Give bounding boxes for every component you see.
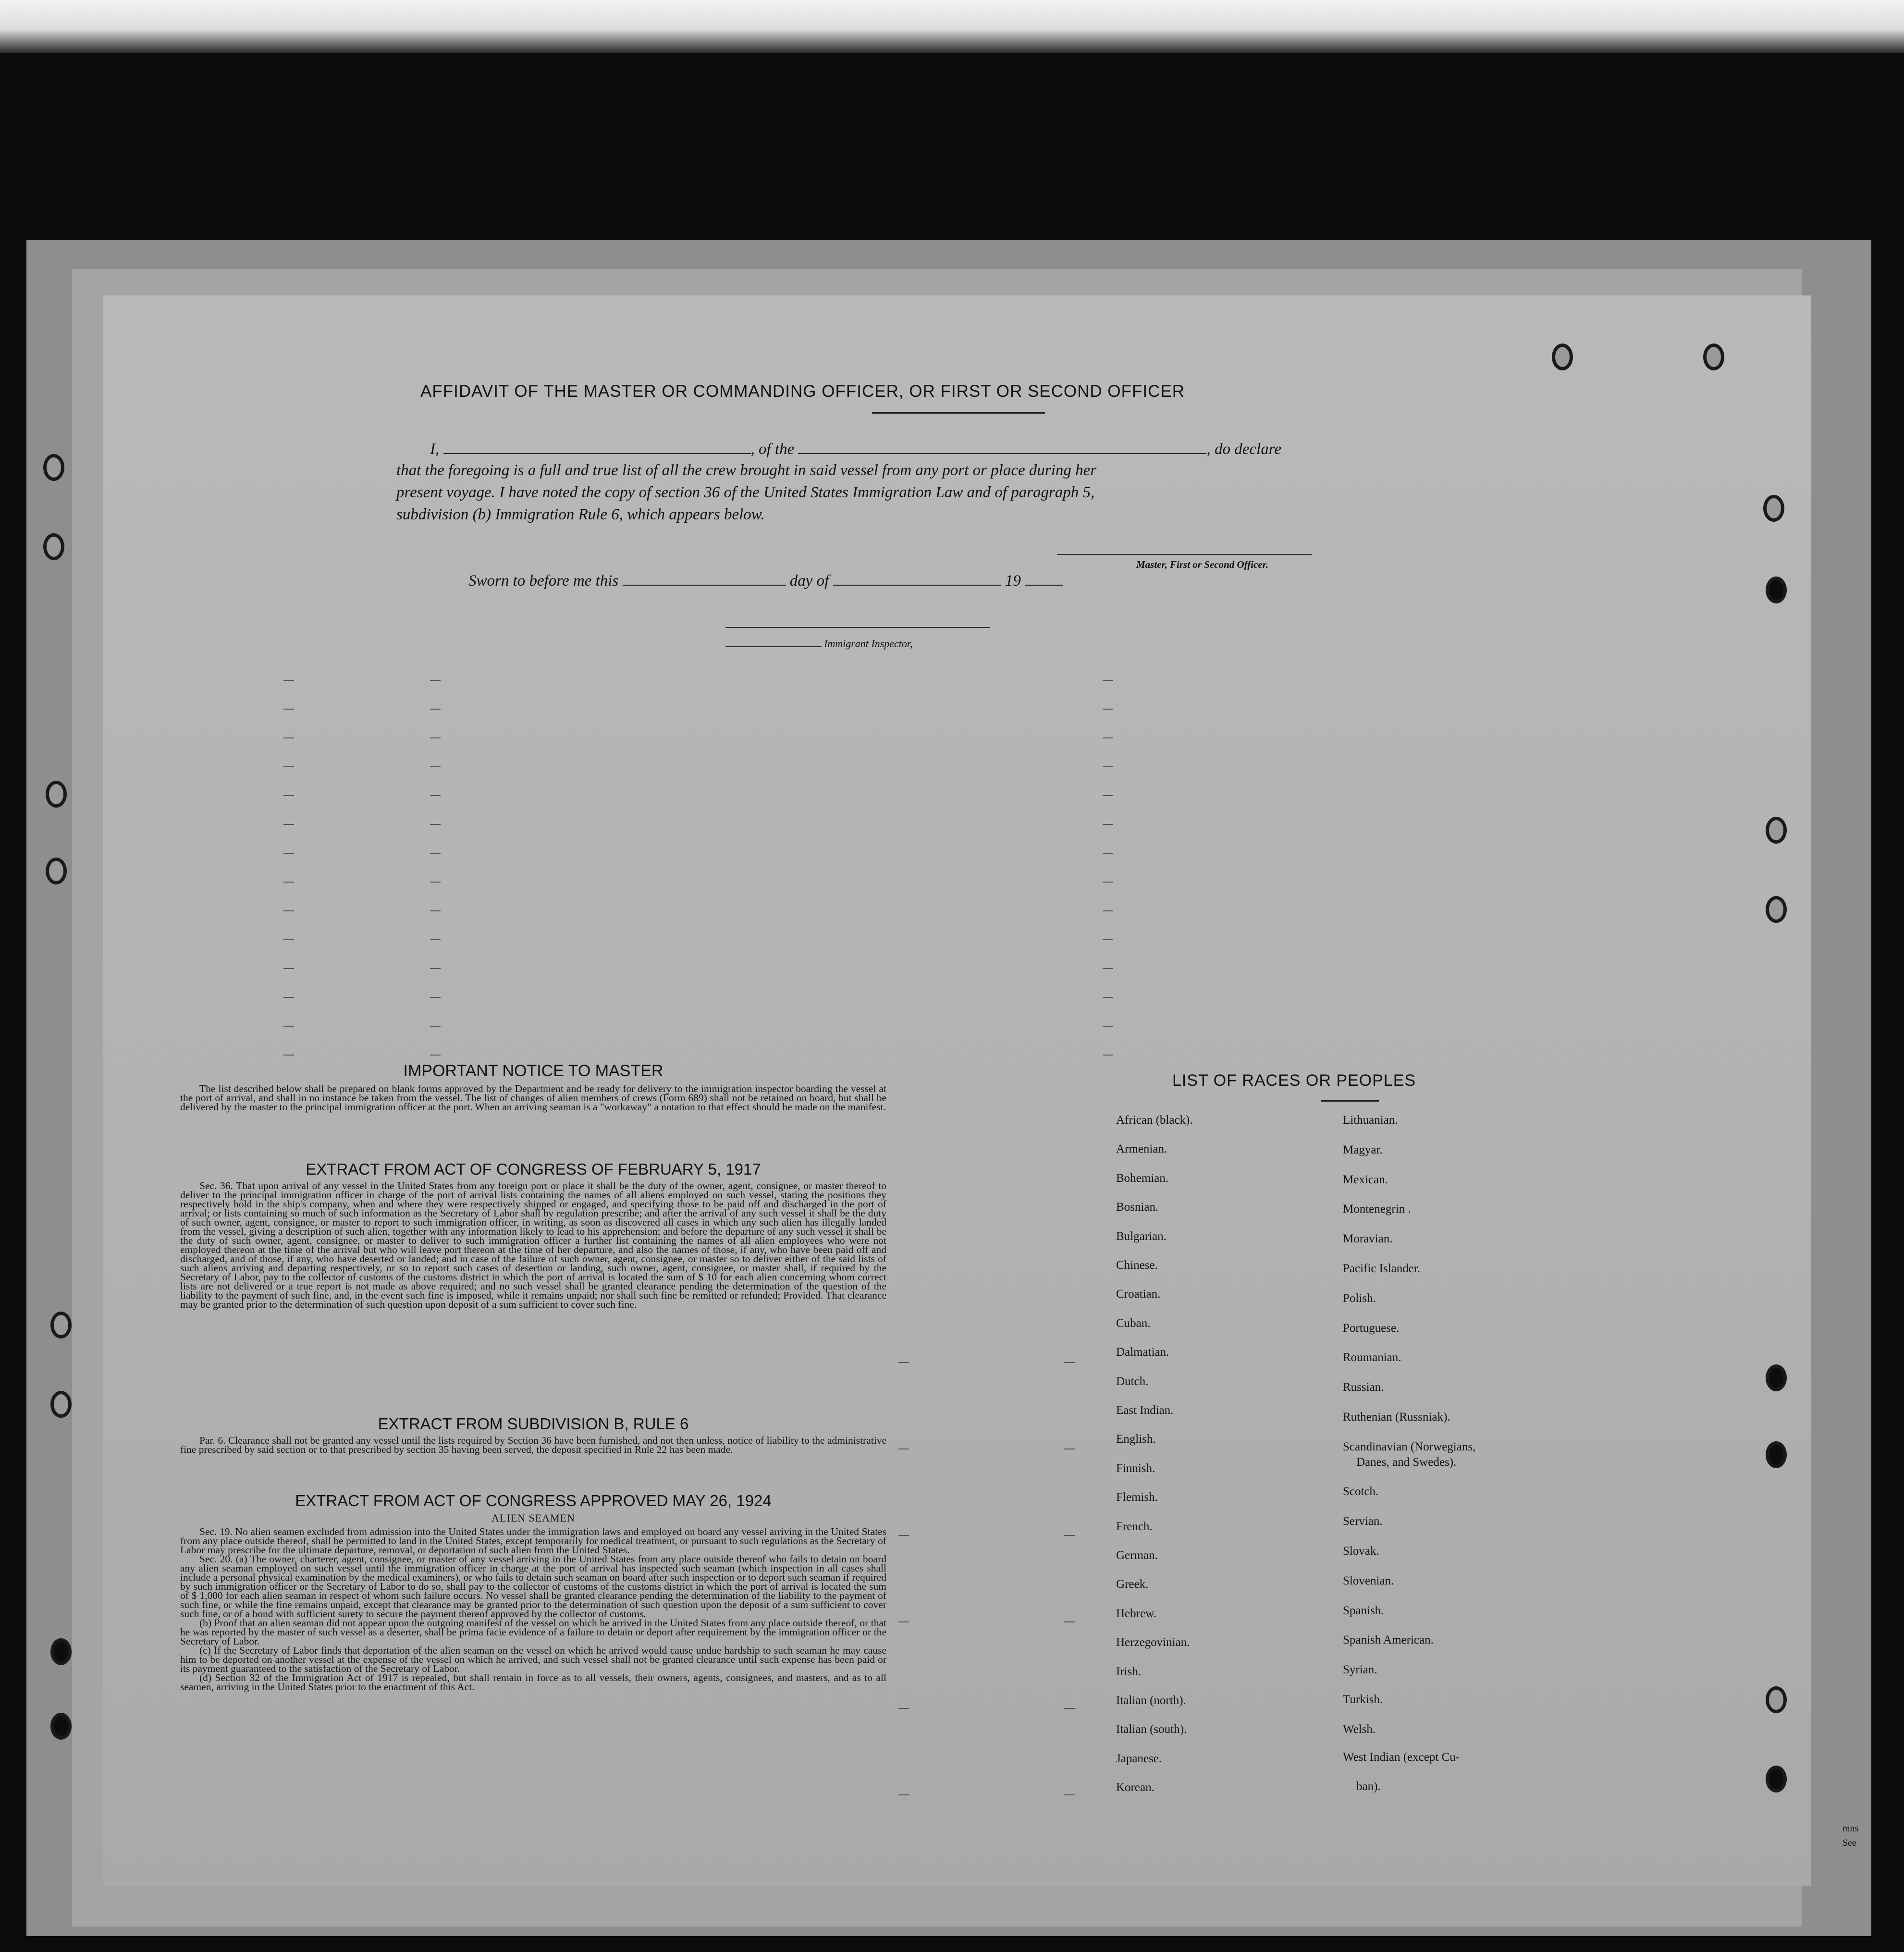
race-item: Magyar. — [1343, 1143, 1383, 1156]
margin-fragment: mns — [1843, 1823, 1859, 1834]
race-item: West Indian (except Cu- — [1343, 1750, 1460, 1764]
dash-mark — [1103, 1026, 1113, 1027]
race-item: Mexican. — [1343, 1173, 1388, 1186]
dash-mark — [283, 910, 294, 911]
sworn-day-field[interactable] — [623, 570, 786, 586]
race-item: Scotch. — [1343, 1485, 1379, 1498]
punch-hole — [1766, 1686, 1787, 1713]
dash-mark — [1103, 997, 1113, 998]
affidavit-title: AFFIDAVIT OF THE MASTER OR COMMANDING OFFICER, OR FIRST OR SECOND OFFICER — [420, 382, 1185, 401]
punch-hole — [1703, 344, 1724, 370]
dash-mark — [283, 766, 294, 767]
race-item: Danes, and Swedes). — [1356, 1455, 1457, 1469]
race-item: Hebrew. — [1116, 1607, 1156, 1620]
punch-hole — [50, 1391, 72, 1418]
notice-text — [180, 1084, 886, 1112]
race-item: Moravian. — [1343, 1232, 1393, 1246]
dash-mark — [283, 709, 294, 710]
race-item: Welsh. — [1343, 1722, 1376, 1736]
dash-mark — [430, 824, 441, 825]
dash-mark — [430, 1026, 441, 1027]
dash-mark — [283, 882, 294, 883]
affidavit-line-1: that the foregoing is a full and true list of all the crew brought in said vessel from any port or place during her — [396, 462, 1097, 479]
dash-mark — [1103, 709, 1113, 710]
dash-mark — [430, 882, 441, 883]
punch-hole — [1552, 344, 1573, 370]
sworn-label: Sworn to before me this — [468, 572, 619, 589]
sworn-row — [468, 570, 1063, 590]
do-declare-label: , do declare — [1206, 441, 1281, 458]
dash-mark — [898, 1708, 909, 1709]
race-item: Portuguese. — [1343, 1321, 1400, 1335]
dash-mark — [898, 1362, 909, 1363]
affidavit-line-3: subdivision (b) Immigration Rule 6, which appears below. — [396, 506, 765, 523]
notice-paragraph: The list described below shall be prepared on blank forms approved by the Department and be ready for delivery to the immigration inspector boarding the vessel at the port of arrival, and shall in no instance be taken from the vessel. The list of changes of alien members of crews (Form 689) shall not be retained on board, but shall be delivered by the master to the principal immigration officer at the port. When an arriving seaman is a "workaway" a notation to that effect should be made on the manifest. — [180, 1083, 886, 1113]
notice-section — [180, 1062, 886, 1112]
dash-mark — [1103, 680, 1113, 681]
sworn-year-field[interactable] — [1025, 570, 1063, 586]
dash-mark — [1103, 824, 1113, 825]
extract-1924-section — [180, 1492, 886, 1692]
dash-mark — [283, 1026, 294, 1027]
race-item: German. — [1116, 1549, 1158, 1562]
race-item: Scandinavian (Norwegians, — [1343, 1440, 1476, 1453]
dash-mark — [1103, 1055, 1113, 1056]
race-item: Italian (north). — [1116, 1694, 1186, 1707]
race-item: Spanish American. — [1343, 1633, 1434, 1647]
dash-mark — [430, 968, 441, 969]
extract-1917-text — [180, 1181, 886, 1309]
race-item: ban). — [1356, 1780, 1381, 1793]
race-item: Montenegrin . — [1343, 1203, 1411, 1216]
dash-mark — [283, 997, 294, 998]
punch-hole — [46, 858, 67, 884]
dash-mark — [1103, 939, 1113, 940]
race-item: Bohemian. — [1116, 1171, 1169, 1185]
dash-mark — [283, 824, 294, 825]
race-item: Dalmatian. — [1116, 1346, 1169, 1359]
rule-6-title: EXTRACT FROM SUBDIVISION B, RULE 6 — [378, 1415, 689, 1433]
dash-mark — [430, 709, 441, 710]
dash-mark — [283, 939, 294, 940]
race-item: Finnish. — [1116, 1461, 1155, 1475]
dash-mark — [1103, 766, 1113, 767]
day-of-label: day of — [789, 572, 829, 589]
sworn-month-field[interactable] — [833, 570, 1001, 586]
dash-mark — [898, 1794, 909, 1795]
punch-hole — [43, 454, 64, 481]
dash-mark — [1064, 1708, 1075, 1709]
races-title-rule — [1321, 1100, 1379, 1102]
punch-hole — [1766, 1441, 1787, 1468]
name-field[interactable] — [443, 439, 751, 454]
race-item: Bulgarian. — [1116, 1229, 1167, 1243]
punch-hole — [50, 1312, 72, 1338]
year-label: 19 — [1005, 572, 1021, 589]
rule-6-text — [180, 1436, 886, 1454]
signature-caption: Master, First or Second Officer. — [1136, 559, 1268, 570]
race-item: Bosnian. — [1116, 1201, 1159, 1214]
race-item: Greek. — [1116, 1578, 1149, 1591]
race-item: Russian. — [1343, 1381, 1384, 1394]
inspector-signature-line[interactable] — [725, 627, 990, 628]
race-item: Syrian. — [1343, 1663, 1377, 1677]
extract-1917-title: EXTRACT FROM ACT OF CONGRESS OF FEBRUARY 5, 1917 — [306, 1160, 761, 1178]
race-item: Ruthenian (Russniak). — [1343, 1411, 1450, 1424]
race-item: Armenian. — [1116, 1142, 1167, 1156]
extract-1924-title: EXTRACT FROM ACT OF CONGRESS APPROVED MAY 26, 1924 — [295, 1492, 772, 1510]
section-36-paragraph: Sec. 36. That upon arrival of any vessel in the United States from any foreign port or place it shall be the duty of the owner, agent, consignee, or master thereof to deliver to the principal immigration officer in charge of the port of arrival lists containing the names of all aliens employed on such vessel, stating the positions they respectively hold in the ship's company, when and where they were respectively shipped or engaged, and specifying those to be paid off and discharged in the port of arrival; or lists containing so much of such information as the Secretary of Labor shall by regulation prescribe; and after the arrival of any such vessel it shall be the duty of such owner, agent, consignee, or master to report to such immigration officer, in writing, as soon as discovered all cases in which any such alien has illegally landed from the vessel, giving a description of such alien, together with any information likely to lead to his apprehension; and before the departure of any such vessel it shall be the duty of such owner, agent, consignee, or master to deliver to such immigration officer a further list containing the names of all alien employees who were not employed thereon at the time of the arrival but who will leave port thereon at the time of her departure, and also the names of those, if any, who have been paid off and discharged, and of those, if any, who have deserted or landed; and in case of the failure of such owner, agent, consignee, or master so to deliver either of the said lists of such aliens arriving and departing respectively, or so to report such cases of desertion or landing, such owner, agent, consignee, or master shall, if required by the Secretary of Labor, pay to the collector of customs of the customs district in which the port of arrival is located the sum of $ 10 for each alien concerning whom correct lists are not delivered or a true report is not made as above required; and no such vessel shall be granted clearance pending the determination of the question of the liability to the payment of such fine, and, in the event such fine is imposed, while it remains unpaid; nor shall such fine be remitted or refunded; Provided. That clearance may be granted prior to the determination of such question upon deposit of a sum sufficient to cover such fine. — [180, 1180, 886, 1310]
affidavit-line-2: present voyage. I have noted the copy of section 36 of the United States Immigration Law and of paragraph 5, — [396, 484, 1095, 501]
dash-mark — [1103, 968, 1113, 969]
race-item: Spanish. — [1343, 1604, 1384, 1617]
dash-mark — [430, 910, 441, 911]
race-item: Slovenian. — [1343, 1574, 1394, 1587]
alien-seamen-subtitle: ALIEN SEAMEN — [491, 1512, 575, 1524]
section-20b-paragraph: (b) Proof that an alien seaman did not appear upon the outgoing manifest of the vessel on which he arrived in the United States from any place outside thereof, or that he was reported by the master of such vessel as a deserter, shall be prima facie evidence of a failure to detain or deport after requirement by the immigration officer or the Secretary of Labor. — [180, 1617, 886, 1647]
of-the-label: , of the — [750, 441, 795, 458]
section-20d-paragraph: (d) Section 32 of the Immigration Act of 1917 is repealed, but shall remain in force as to all vessels, their owners, agents, consignees, and masters, and as to all seamen, arriving in the United States prior to the enactment of this Act. — [180, 1672, 886, 1693]
race-item: Irish. — [1116, 1665, 1142, 1678]
dash-mark — [430, 1055, 441, 1056]
dash-mark — [283, 968, 294, 969]
dash-mark — [430, 766, 441, 767]
dash-mark — [430, 795, 441, 796]
margin-fragment: See — [1843, 1838, 1856, 1848]
dash-mark — [283, 737, 294, 738]
punch-hole — [46, 781, 67, 808]
dash-mark — [283, 795, 294, 796]
inspector-caption: Immigrant Inspector, — [824, 638, 913, 650]
dash-mark — [1103, 910, 1113, 911]
punch-hole — [1766, 577, 1787, 603]
race-item: Cuban. — [1116, 1316, 1151, 1330]
dash-mark — [430, 853, 441, 854]
section-20c-paragraph: (c) If the Secretary of Labor finds that deportation of the alien seaman on the vessel on which he arrived would cause undue hardship to such seaman he may cause him to be deported on another vessel at the expense of the vessel on which he arrived, and such vessel shall not be granted clearance until such expense has been paid or its payment guaranteed to the satisfaction of the Secretary of Labor. — [180, 1645, 886, 1674]
race-item: East Indian. — [1116, 1404, 1174, 1417]
race-item: French. — [1116, 1520, 1153, 1533]
notice-title: IMPORTANT NOTICE TO MASTER — [403, 1062, 663, 1080]
race-item: Japanese. — [1116, 1752, 1162, 1765]
dash-mark — [430, 680, 441, 681]
extract-1924-text — [180, 1527, 886, 1692]
i-label: I, — [430, 441, 440, 458]
inspector-line — [725, 646, 822, 647]
paragraph-6: Par. 6. Clearance shall not be granted any vessel until the lists required by Section 36 have been furnished, and not then unless, notice of liability to the administrative fine prescribed by said section or to that prescribed by section 35 having been served, the deposit specified in Rule 22 has been made. — [180, 1435, 886, 1455]
dash-mark — [1103, 795, 1113, 796]
dash-mark — [1064, 1535, 1075, 1536]
dash-mark — [430, 737, 441, 738]
races-title: LIST OF RACES OR PEOPLES — [1172, 1071, 1416, 1090]
race-item: Lithuanian. — [1343, 1114, 1398, 1127]
dash-mark — [430, 939, 441, 940]
race-item: Polish. — [1343, 1291, 1376, 1305]
punch-hole — [43, 533, 64, 560]
race-item: African (black). — [1116, 1114, 1193, 1127]
race-item: Roumanian. — [1343, 1351, 1401, 1364]
punch-hole — [1766, 1364, 1787, 1391]
dash-mark — [1103, 737, 1113, 738]
dash-mark — [1064, 1621, 1075, 1622]
section-19-paragraph: Sec. 19. No alien seamen excluded from admission into the United States under the immigration laws and employed on board any vessel arriving in the United States from any place outside thereof, shall be permitted to land in the United States, except temporarily for medical treatment, or pursuant to such regulations as the Secretary of Labor may prescribe for the ultimate departure, removal, or deportation of such alien from the United States. — [180, 1526, 886, 1556]
race-item: Pacific Islander. — [1343, 1262, 1421, 1275]
race-item: Turkish. — [1343, 1693, 1383, 1706]
scanner-top-band — [0, 0, 1904, 53]
race-item: Korean. — [1116, 1781, 1155, 1794]
section-20a-paragraph: Sec. 20. (a) The owner, charterer, agent, consignee, or master of any vessel arriving in the United States from any place outside thereof who fails to detain on board any alien seaman employed on such vessel until the immigration officer in charge at the port of arrival has inspected such seaman (which inspection in all cases shall include a personal physical examination by the medical examiners), or who fails to detain such seaman on board after such inspection or to deport such seaman if required by such immigration officer or the Secretary of Labor to do so, shall pay to the collector of customs of the customs district in which the port of arrival is located the sum of $ 1,000 for each alien seaman in respect of whom such failure occurs. No vessel shall be granted clearance pending the determination of the liability to the payment of such fine, or while the fine remains unpaid, except that clearance may be granted prior to the determination of such question upon the deposit of a sum sufficient to cover such fine, or of a bond with sufficient surety to secure the payment thereof approved by the collector of customs. — [180, 1553, 886, 1620]
punch-hole — [50, 1638, 72, 1665]
title-rule — [872, 412, 1045, 414]
dash-mark — [1064, 1362, 1075, 1363]
race-item: Dutch. — [1116, 1375, 1149, 1388]
dash-mark — [898, 1621, 909, 1622]
punch-hole — [1766, 896, 1787, 923]
punch-hole — [1763, 495, 1784, 522]
dash-mark — [1103, 853, 1113, 854]
race-item: Italian (south). — [1116, 1723, 1187, 1736]
dash-mark — [1103, 882, 1113, 883]
dash-mark — [283, 680, 294, 681]
race-item: Flemish. — [1116, 1491, 1158, 1504]
race-item: Chinese. — [1116, 1259, 1158, 1272]
race-item: Slovak. — [1343, 1545, 1379, 1558]
signature-line[interactable] — [1057, 554, 1312, 555]
race-item: Croatian. — [1116, 1288, 1161, 1301]
form-sheet — [103, 295, 1859, 1886]
punch-hole — [1766, 817, 1787, 844]
race-item: Herzegovinian. — [1116, 1636, 1190, 1649]
dash-mark — [430, 997, 441, 998]
vessel-field[interactable] — [798, 439, 1206, 454]
dash-mark — [283, 853, 294, 854]
dash-mark — [1064, 1794, 1075, 1795]
race-item: English. — [1116, 1433, 1156, 1446]
dash-mark — [283, 1055, 294, 1056]
extract-1917-section — [180, 1160, 886, 1309]
rule-6-section — [180, 1415, 886, 1454]
punch-hole — [50, 1713, 72, 1740]
punch-hole — [1766, 1766, 1787, 1792]
race-item: Servian. — [1343, 1515, 1383, 1528]
dash-mark — [898, 1535, 909, 1536]
affidavit-declaration-row — [430, 439, 1281, 458]
